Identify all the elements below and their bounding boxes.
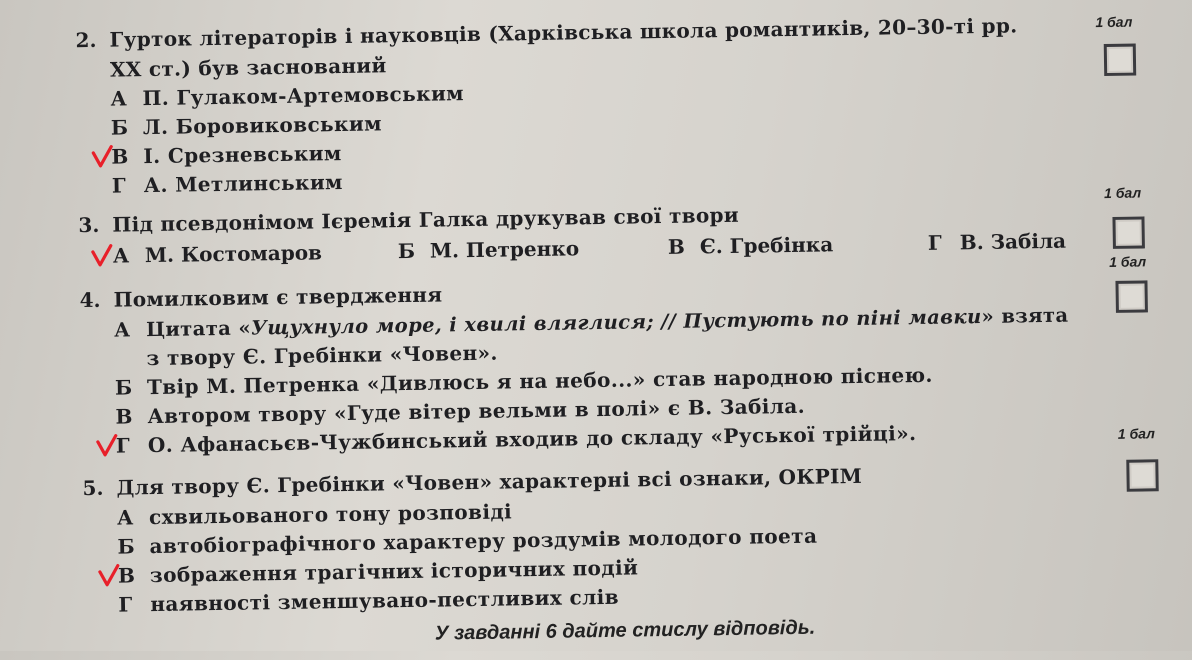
option-letter: Б [397, 238, 416, 264]
option-letter: В [111, 144, 129, 169]
option-text: зображення трагічних історичних подій [149, 555, 639, 588]
answer-box-q4[interactable] [1115, 280, 1147, 312]
checkmark-icon [91, 244, 113, 268]
option-text: Автором твору «Гуде вітер вельми в полі» є В. Забіла. [147, 393, 806, 429]
option-quote: Ущухнуло море, і хвилі вляглися; // Пустують по піні мавки [250, 305, 982, 340]
checkmark-icon [96, 434, 118, 458]
option-b[interactable] [398, 232, 668, 266]
question-number: 4. [79, 287, 101, 313]
option-a[interactable] [113, 236, 398, 270]
score-label-q3: 1 бал [1103, 184, 1142, 202]
option-letter: Г [115, 433, 131, 458]
option-text: А. Метлинським [143, 170, 344, 198]
checkmark-icon [98, 564, 120, 588]
option-v[interactable] [668, 228, 928, 262]
answer-box-q5[interactable] [1126, 459, 1158, 491]
option-text: О. Афанасьєв-Чужбинський входив до складу «Руської трійці». [147, 421, 917, 458]
score-label-q2: 1 бал [1095, 13, 1133, 31]
option-text: В. Забіла [959, 228, 1067, 255]
question-text: Під псевдонімом Ієремія Галка друкував свої твори [112, 202, 740, 237]
option-text: М. Костомаров [144, 240, 323, 268]
option-text: І. Срезневським [143, 141, 342, 169]
question-number: 3. [78, 212, 100, 238]
question-4 [79, 270, 1082, 461]
footer-instruction: У завданні 6 дайте стислу відповідь. [434, 616, 816, 645]
score-label-q5: 1 бал [1117, 425, 1155, 442]
option-a-continued: з твору Є. Гребінки «Човен». [146, 340, 499, 371]
option-letter: Б [117, 534, 136, 559]
option-text: Л. Боровиковським [142, 111, 383, 140]
option-letter: Б [110, 115, 129, 140]
question-5 [82, 458, 1084, 620]
option-text: схвильованого тону розповіді [148, 499, 513, 530]
question-text-continued: XX ст.) був заснований [109, 53, 387, 82]
option-letter: В [117, 563, 136, 588]
answer-box-q3[interactable] [1112, 216, 1144, 248]
option-letter: А [113, 318, 131, 342]
option-letter: А [110, 86, 128, 111]
option-letter: Г [111, 173, 127, 198]
question-text: Гурток літераторів і науковців (Харківська школа романтиків, 20–30-ті рр. [109, 13, 1018, 52]
option-letter: Г [118, 592, 133, 617]
option-text: наявності зменшувано-пестливих слів [150, 584, 620, 617]
option-letter: Г [927, 230, 942, 255]
question-text: Для твору Є. Гребінки «Човен» характерні всі ознаки, ОКРІМ [116, 463, 863, 500]
option-letter: В [667, 234, 685, 259]
option-text: П. Гулаком-Артемовським [142, 81, 465, 111]
option-letter: А [116, 505, 134, 530]
option-text: Є. Гребінка [699, 232, 834, 259]
answer-box-q2[interactable] [1104, 44, 1136, 76]
option-text: Твір М. Петренка «Дивлюсь я на небо...» став народною піснею. [146, 362, 933, 400]
option-text: М. Петренко [429, 236, 580, 263]
option-letter: А [112, 243, 130, 268]
option-text: автобіографічного характеру роздумів молодого поета [149, 523, 818, 559]
option-g[interactable] [928, 226, 1067, 258]
question-text: Помилковим є твердження [113, 282, 443, 312]
question-2 [75, 10, 1078, 201]
option-text-pre: Цитата « [145, 316, 252, 342]
option-text-post: » взята [981, 303, 1069, 329]
question-3 [78, 195, 1079, 271]
question-number: 2. [75, 27, 97, 53]
score-label-q4: 1 бал [1109, 253, 1147, 270]
checkmark-icon [91, 145, 113, 169]
option-letter: Б [114, 375, 133, 400]
option-letter: В [115, 404, 133, 429]
question-number: 5. [82, 475, 104, 501]
